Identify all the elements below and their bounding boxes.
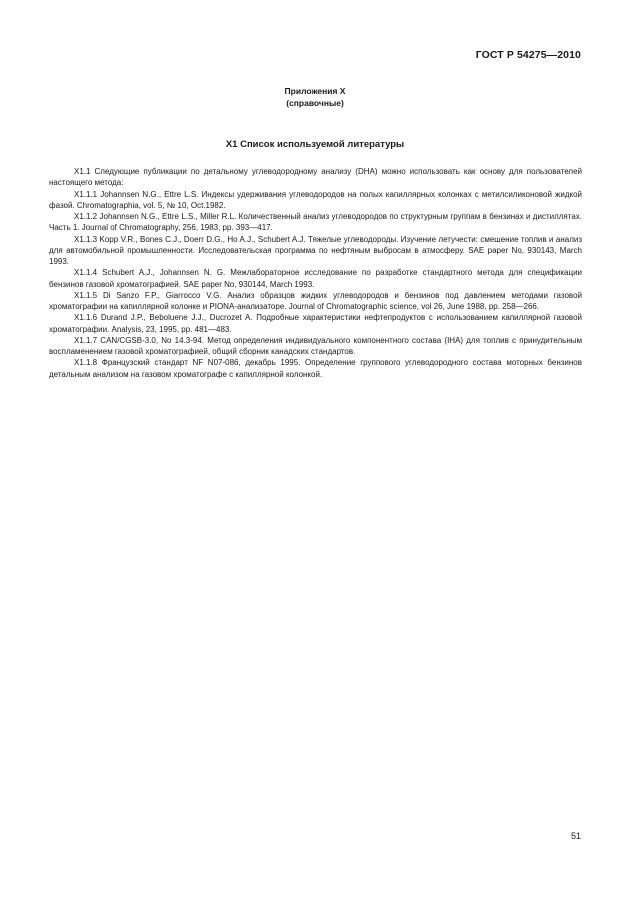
reference-item-x1-1-3: X1.1.3 Kopp V.R., Bones C.J., Doerr D.G., Ho A.J., Schubert A.J. Тяжелые углеводороды. Изучение летучести: смешение топлив и анализ для автомобильной промышленности. Исследовательская программа по нефтяным выбросам в атмосферу. SAE paper No, 930143, March 1993. (49, 234, 582, 266)
reference-item-x1-1-8: X1.1.8 Французский стандарт NF N07-086, декабрь 1995. Определение группового углеводородного состава моторных бензинов детальным анализом на газовом хроматографе с капиллярной колонкой. (49, 358, 582, 379)
reference-item-x1-1-7: X1.1.7 CAN/CGSB-3.0, No 14.3-94. Метод определения индивидуального компонентного состава (IHA) для топлив с принудительным воспламенением газовой хроматографией, общий сборник канадских стандартов. (49, 335, 582, 356)
reference-item-x1-1-1: X1.1.1 Johannsen N.G., Ettre L.S. Индексы удерживания углеводородов на полых капиллярных колонках с метилсиликоновой жидкой фазой. Chromatographia, vol. 5, № 10, Oct.1982. (49, 189, 582, 210)
appendix-subtitle-line: (справочные) (286, 98, 344, 108)
reference-item-x1-1-5: X1.1.5 Di Sanzo F.P., Giarrocco V.G. Анализ образцов жидких углеводородов и бензинов под давлением методами газовой хроматографии на капиллярной колонке и PIONA-анализаторе. Journal of Chromatographic science, vol 26, June 1988, pp. 258—266. (49, 290, 582, 311)
reference-item-x1-1-6: X1.1.6 Durand J.P., Beboluene J.J., Ducrozet A. Подробные характеристики нефтепродуктов с использованием капиллярной газовой хроматографии. Analysis, 23, 1995, pp. 481—483. (49, 313, 582, 334)
reference-list (49, 166, 582, 380)
reference-item-x1-1-2: X1.1.2 Johannsen N.G., Ettre L.S., Miller R.L. Количественный анализ углеводородов по структурным группам в бензинах и дистиллятах. Часть 1. Journal of Chromatography, 256, 1983, pp. 393—417. (49, 212, 582, 233)
reference-item-x1-1: X1.1 Следующие публикации по детальному углеводородному анализу (DHA) можно использовать как основу для пользователей настоящего метода: (49, 167, 582, 188)
page-number: 51 (570, 831, 581, 841)
appendix-title-line: Приложения X (284, 86, 346, 96)
section-title: X1 Список используемой литературы (225, 139, 405, 150)
reference-item-x1-1-4: X1.1.4 Schubert A.J., Johannsen N. G. Межлабораторное исследование по разработке стандартного метода для спецификации бензинов газовой хроматографией. SAE paper No, 930144, March 1993. (49, 268, 582, 289)
appendix-title (0, 85, 630, 109)
document-code: ГОСТ Р 54275—2010 (475, 49, 581, 61)
